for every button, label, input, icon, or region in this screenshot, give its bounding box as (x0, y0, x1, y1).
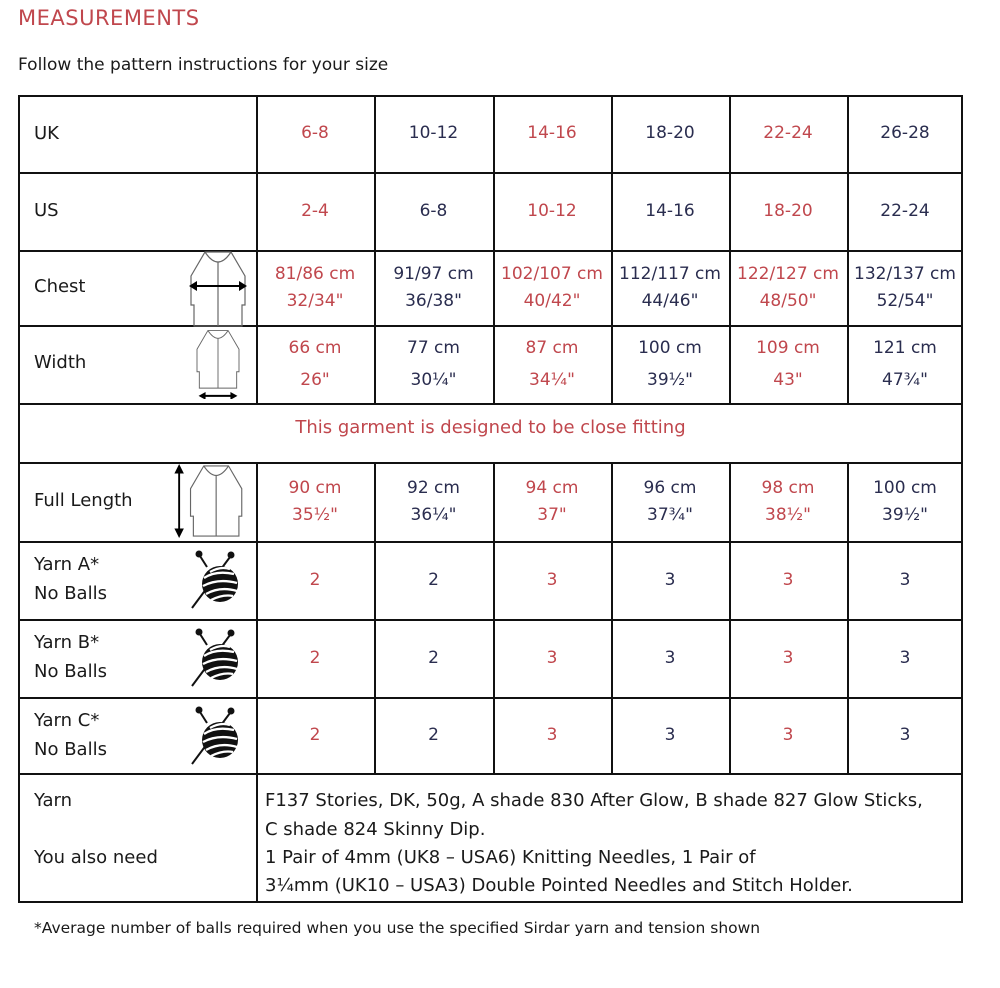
size-cell: 10-12 (527, 200, 577, 221)
row-label-yarn_c: Yarn C* (34, 710, 100, 731)
materials-need-line2: 3¼mm (UK10 – USA3) Double Pointed Needles and Stitch Holder. (265, 875, 853, 896)
size-cell (256, 462, 374, 541)
balls-count: 3 (664, 647, 676, 668)
inch-value: 43" (773, 370, 803, 390)
inch-value: 40/42" (523, 290, 581, 311)
row-divider (18, 773, 963, 775)
size-cell (847, 462, 963, 541)
balls-count: 2 (428, 724, 439, 745)
balls-count: 3 (664, 569, 676, 590)
cm-value: 100 cm (873, 477, 937, 498)
measurements-table (18, 95, 963, 903)
balls-count: 3 (899, 569, 911, 590)
garment-chest-measure-icon (187, 250, 249, 332)
size-cell: 26-28 (880, 123, 930, 143)
size-cell (493, 325, 611, 403)
size-cell: 6-8 (419, 200, 448, 221)
size-cell (729, 325, 847, 403)
size-cell: 2-4 (301, 200, 329, 221)
size-cell: 6-8 (301, 123, 329, 143)
inch-value: 44/46" (641, 290, 699, 311)
also-need-label: You also need (34, 847, 158, 868)
size-cell: 10-12 (408, 123, 459, 143)
cm-value: 121 cm (873, 338, 937, 358)
materials-need-line1: 1 Pair of 4mm (UK8 – USA6) Knitting Needles, 1 Pair of (265, 847, 756, 868)
row-divider (18, 403, 963, 405)
inch-value: 32/34" (286, 290, 344, 311)
inch-value: 37" (537, 504, 567, 525)
garment-width-measure-icon (192, 329, 244, 403)
cm-value: 92 cm (407, 477, 460, 498)
cm-value: 77 cm (407, 338, 460, 358)
size-cell (611, 462, 729, 541)
size-cell (374, 250, 493, 325)
yarn-label: Yarn (34, 790, 73, 811)
row-sublabel-yarn_c: No Balls (34, 739, 107, 760)
size-cell: 18-20 (645, 123, 695, 143)
cm-value: 66 cm (288, 338, 342, 358)
cm-value: 96 cm (643, 477, 697, 498)
row-sublabel-yarn_a: No Balls (34, 583, 107, 604)
size-cell: 14-16 (645, 200, 695, 221)
inch-value: 34¼" (529, 370, 575, 390)
size-cell (611, 325, 729, 403)
balls-count: 2 (309, 724, 321, 745)
balls-count: 3 (782, 647, 794, 668)
inch-value: 36¼" (410, 504, 457, 525)
inch-value: 38½" (765, 504, 811, 525)
cm-value: 122/127 cm (737, 263, 839, 284)
balls-count: 3 (899, 724, 911, 745)
size-cell: 18-20 (763, 200, 813, 221)
balls-count: 3 (546, 569, 558, 590)
yarn-ball-needles-icon (190, 706, 240, 770)
size-cell (847, 250, 963, 325)
balls-count: 3 (782, 569, 794, 590)
balls-count: 3 (899, 647, 911, 668)
column-divider (256, 773, 258, 903)
inch-value: 47¾" (882, 370, 928, 390)
balls-count: 3 (664, 724, 676, 745)
size-cell (611, 250, 729, 325)
yarn-ball-needles-icon (190, 550, 240, 614)
cm-value: 87 cm (525, 338, 579, 358)
size-cell (493, 462, 611, 541)
cm-value: 132/137 cm (854, 263, 956, 284)
materials-yarn-line2: C shade 824 Skinny Dip. (265, 819, 486, 840)
inch-value: 26" (300, 370, 330, 390)
cm-value: 112/117 cm (619, 263, 721, 284)
inch-value: 39½" (882, 504, 928, 525)
footnote: *Average number of balls required when you use the specified Sirdar yarn and tension shown (34, 919, 761, 937)
cm-value: 91/97 cm (393, 263, 474, 284)
inch-value: 37¾" (647, 504, 693, 525)
row-label-us: US (34, 200, 59, 221)
cm-value: 81/86 cm (274, 263, 356, 284)
inch-value: 48/50" (759, 290, 817, 311)
inch-value: 30¼" (410, 370, 457, 390)
yarn-ball-needles-icon (190, 628, 240, 692)
cm-value: 98 cm (761, 477, 815, 498)
size-cell (729, 250, 847, 325)
cm-value: 102/107 cm (501, 263, 603, 284)
garment-length-measure-icon (172, 464, 247, 542)
inch-value: 36/38" (405, 290, 462, 311)
size-cell (847, 325, 963, 403)
row-label-full_length: Full Length (34, 489, 133, 511)
row-label-chest: Chest (34, 275, 86, 297)
materials-yarn-line1: F137 Stories, DK, 50g, A shade 830 After Glow, B shade 827 Glow Sticks, (265, 790, 923, 811)
size-cell (374, 462, 493, 541)
balls-count: 2 (428, 569, 439, 590)
row-label-yarn_a: Yarn A* (34, 554, 100, 575)
row-label-yarn_b: Yarn B* (34, 632, 100, 653)
cm-value: 90 cm (288, 477, 342, 498)
cm-value: 94 cm (525, 477, 579, 498)
balls-count: 3 (782, 724, 794, 745)
balls-count: 2 (309, 569, 321, 590)
inch-value: 39½" (647, 370, 693, 390)
balls-count: 3 (546, 647, 558, 668)
size-cell (729, 462, 847, 541)
size-cell: 22-24 (880, 200, 930, 221)
size-cell (374, 325, 493, 403)
inch-value: 35½" (292, 504, 338, 525)
cm-value: 100 cm (638, 338, 702, 358)
size-cell (256, 325, 374, 403)
balls-count: 2 (428, 647, 439, 668)
balls-count: 2 (309, 647, 321, 668)
subtitle: Follow the pattern instructions for your size (18, 55, 389, 75)
size-cell: 22-24 (763, 123, 813, 143)
inch-value: 52/54" (876, 290, 934, 311)
title: MEASUREMENTS (18, 6, 200, 30)
size-cell (493, 250, 611, 325)
fit-note: This garment is designed to be close fitting (295, 417, 686, 438)
balls-count: 3 (546, 724, 558, 745)
cm-value: 109 cm (756, 338, 820, 358)
row-sublabel-yarn_b: No Balls (34, 661, 107, 682)
row-label-uk: UK (34, 122, 59, 144)
size-cell: 14-16 (527, 123, 577, 143)
size-cell (256, 250, 374, 325)
row-label-width: Width (34, 352, 87, 373)
